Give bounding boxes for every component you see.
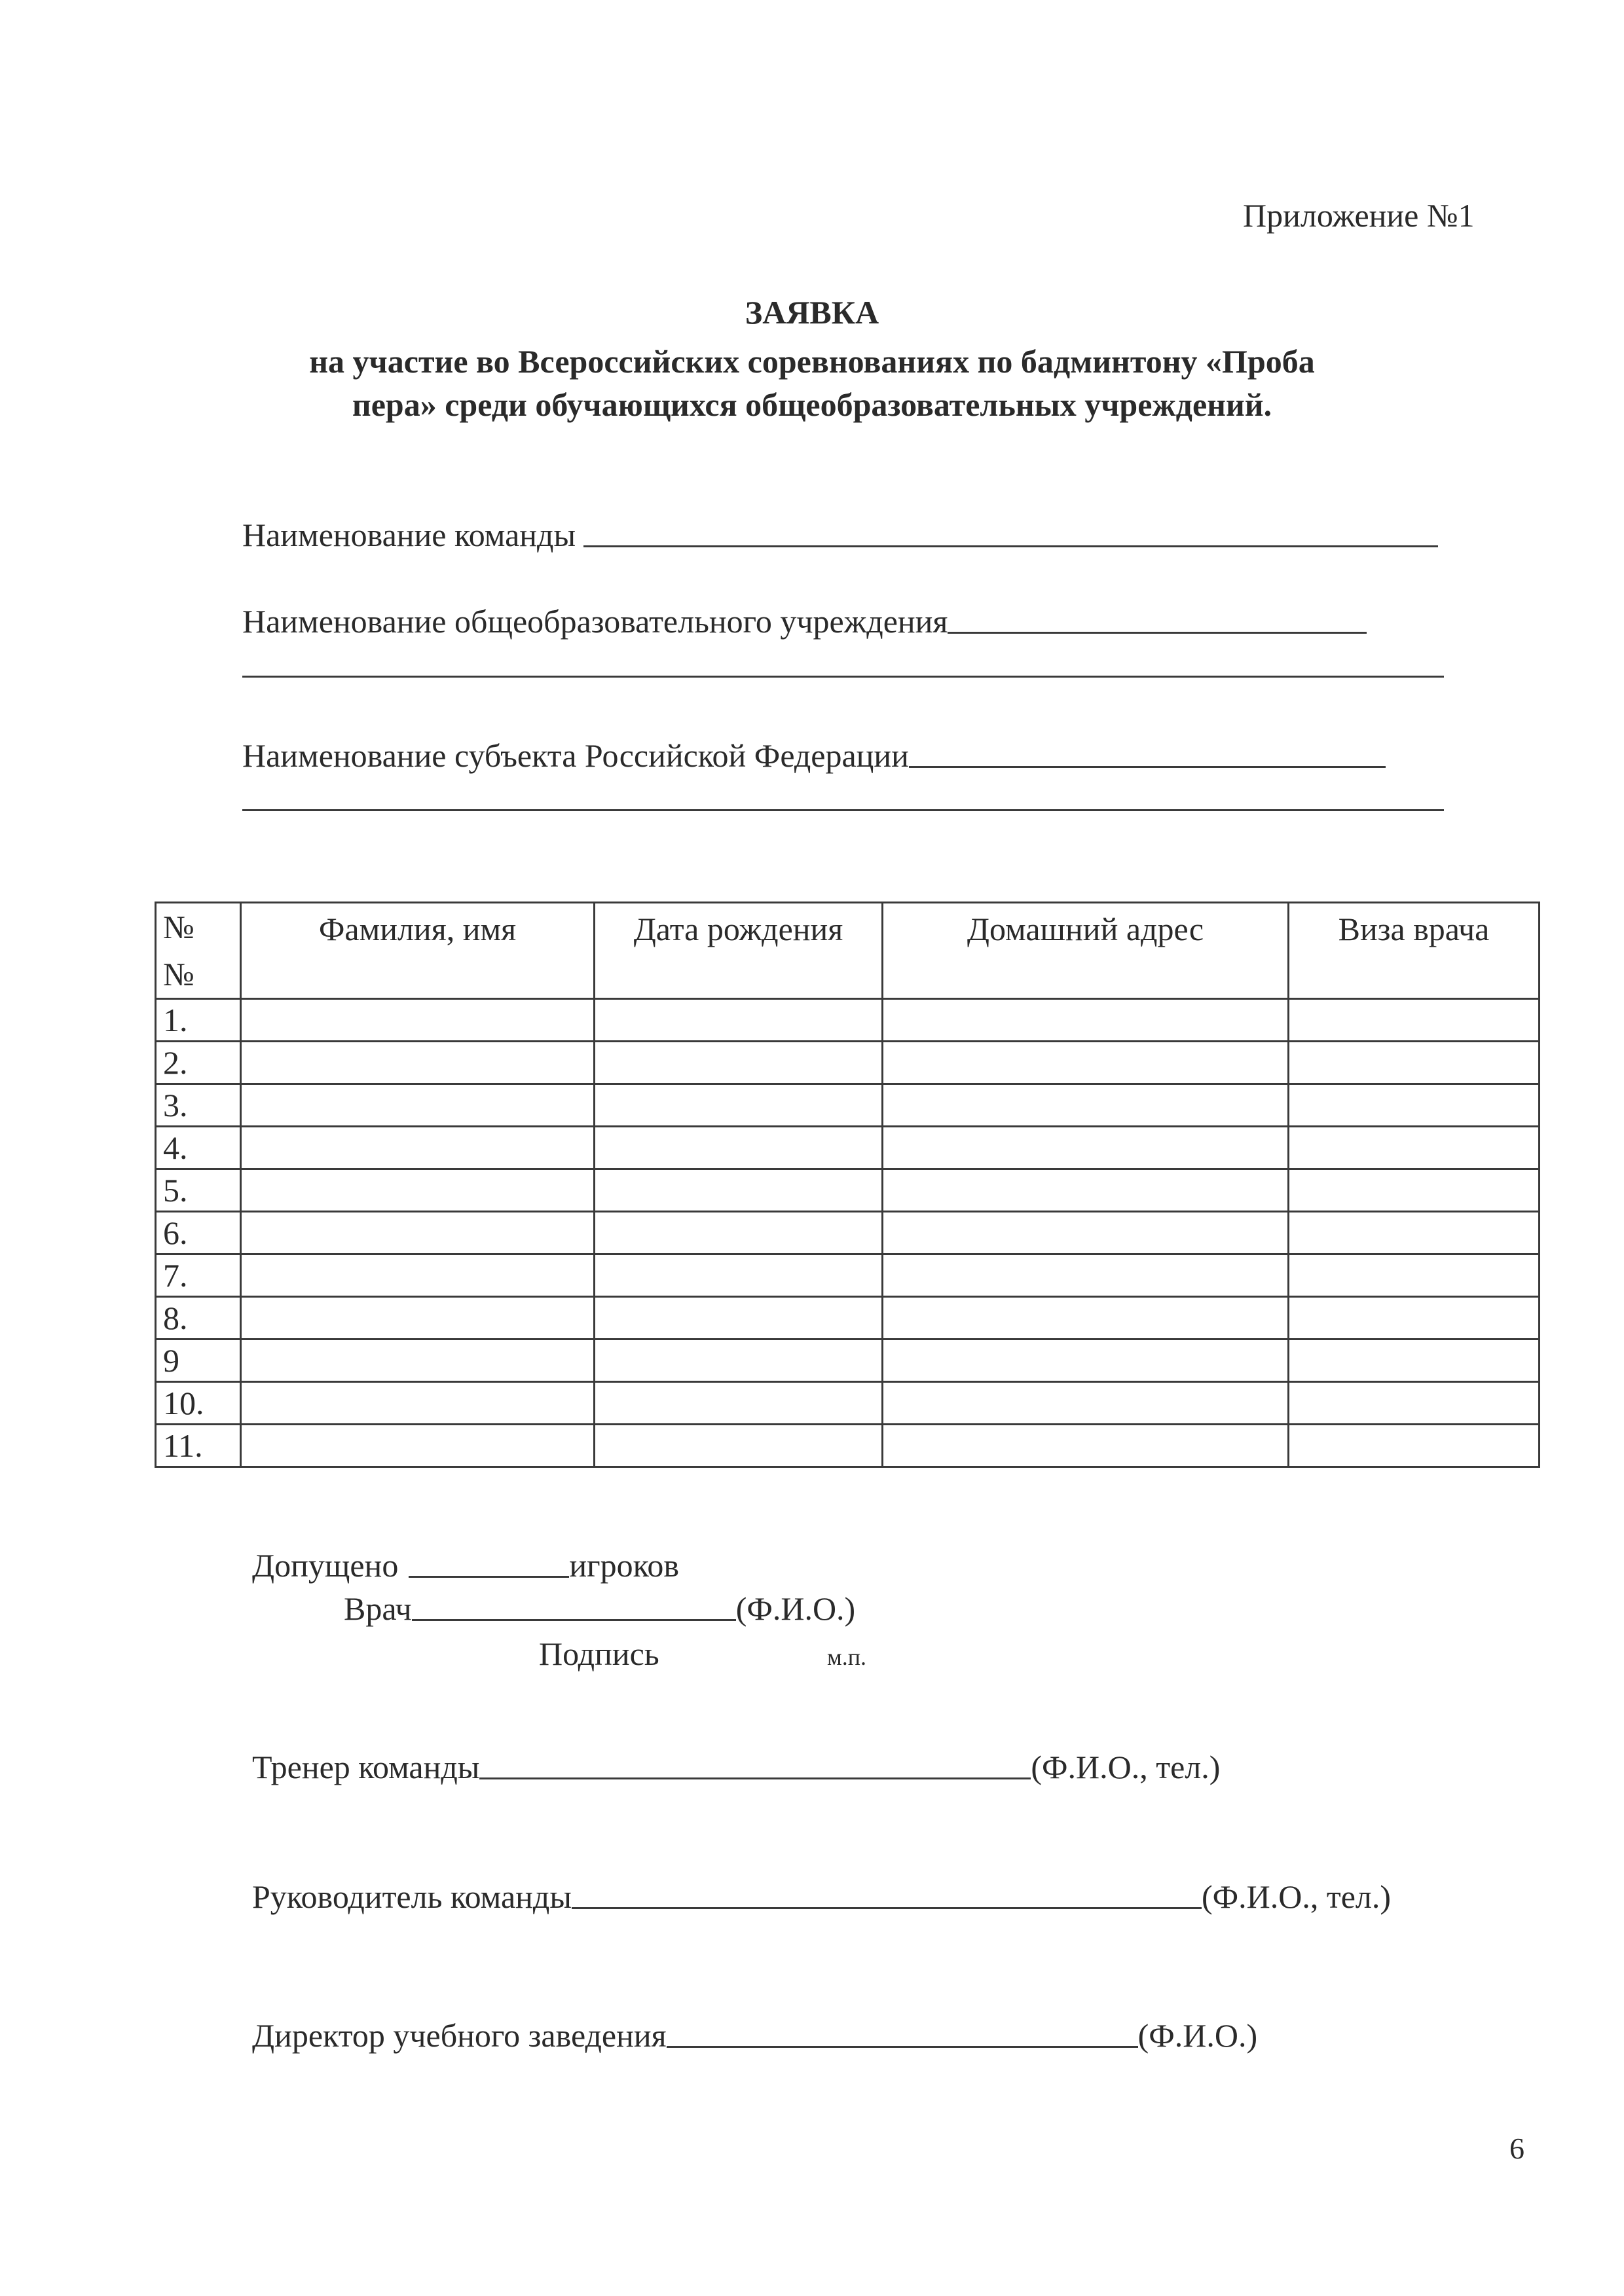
table-row bbox=[156, 1212, 1540, 1254]
row-visa-cell[interactable] bbox=[1289, 1042, 1540, 1084]
row-visa-cell[interactable] bbox=[1289, 1254, 1540, 1297]
row-number: 7. bbox=[156, 1254, 241, 1297]
leader-input-line[interactable] bbox=[572, 1901, 1202, 1909]
region-name-input-line-2[interactable] bbox=[242, 809, 1444, 811]
table-row bbox=[156, 1339, 1540, 1382]
row-number: 11. bbox=[156, 1425, 241, 1467]
row-visa-cell[interactable] bbox=[1289, 1084, 1540, 1127]
row-birth-date-cell[interactable] bbox=[595, 1084, 883, 1127]
row-number: 9 bbox=[156, 1339, 241, 1382]
row-number: 6. bbox=[156, 1212, 241, 1254]
admitted-field bbox=[252, 1546, 679, 1584]
row-address-cell[interactable] bbox=[883, 999, 1289, 1042]
document-subtitle-line-2: пера» среди обучающихся общеобразовательных учреждений. bbox=[352, 386, 1272, 423]
row-address-cell[interactable] bbox=[883, 1425, 1289, 1467]
row-visa-cell[interactable] bbox=[1289, 1382, 1540, 1425]
row-name-cell[interactable] bbox=[241, 1425, 595, 1467]
row-number: 4. bbox=[156, 1127, 241, 1169]
school-name-input-line[interactable] bbox=[948, 625, 1367, 634]
table-row bbox=[156, 1297, 1540, 1339]
appendix-label: Приложение №1 bbox=[1243, 197, 1475, 234]
document-subtitle-line-1: на участие во Всероссийских соревнованиях по бадминтону «Проба bbox=[309, 343, 1315, 380]
leader-label: Руководитель команды bbox=[252, 1878, 572, 1915]
director-field bbox=[252, 2016, 1257, 2054]
coach-field bbox=[252, 1748, 1220, 1786]
row-birth-date-cell[interactable] bbox=[595, 1339, 883, 1382]
document-title: ЗАЯВКА bbox=[745, 294, 879, 331]
row-number: 3. bbox=[156, 1084, 241, 1127]
row-birth-date-cell[interactable] bbox=[595, 1425, 883, 1467]
team-name-field bbox=[242, 516, 1438, 554]
header-name: Фамилия, имя bbox=[241, 903, 595, 999]
row-name-cell[interactable] bbox=[241, 1339, 595, 1382]
row-name-cell[interactable] bbox=[241, 1297, 595, 1339]
seal-label: м.п. bbox=[827, 1644, 867, 1670]
table-row bbox=[156, 1382, 1540, 1425]
team-name-input-line[interactable] bbox=[583, 539, 1438, 547]
row-number: 10. bbox=[156, 1382, 241, 1425]
doctor-field bbox=[344, 1590, 855, 1628]
header-number: № № bbox=[156, 903, 241, 999]
row-birth-date-cell[interactable] bbox=[595, 1212, 883, 1254]
coach-suffix: (Ф.И.О., тел.) bbox=[1031, 1749, 1221, 1785]
page-number: 6 bbox=[1509, 2132, 1524, 2165]
row-birth-date-cell[interactable] bbox=[595, 1042, 883, 1084]
row-birth-date-cell[interactable] bbox=[595, 1169, 883, 1212]
row-number: 8. bbox=[156, 1297, 241, 1339]
leader-field bbox=[252, 1878, 1391, 1916]
row-birth-date-cell[interactable] bbox=[595, 1382, 883, 1425]
admitted-count-input-line[interactable] bbox=[409, 1569, 569, 1578]
players-label: игроков bbox=[569, 1547, 679, 1584]
school-name-field bbox=[242, 602, 1367, 640]
row-number: 1. bbox=[156, 999, 241, 1042]
row-birth-date-cell[interactable] bbox=[595, 999, 883, 1042]
row-address-cell[interactable] bbox=[883, 1084, 1289, 1127]
row-visa-cell[interactable] bbox=[1289, 1425, 1540, 1467]
table-row bbox=[156, 1042, 1540, 1084]
row-address-cell[interactable] bbox=[883, 1382, 1289, 1425]
row-number: 2. bbox=[156, 1042, 241, 1084]
table-row bbox=[156, 1084, 1540, 1127]
header-doctor-visa: Виза врача bbox=[1289, 903, 1540, 999]
row-birth-date-cell[interactable] bbox=[595, 1127, 883, 1169]
row-address-cell[interactable] bbox=[883, 1042, 1289, 1084]
doctor-fio-label: (Ф.И.О.) bbox=[735, 1590, 856, 1627]
row-birth-date-cell[interactable] bbox=[595, 1297, 883, 1339]
doctor-name-input-line[interactable] bbox=[412, 1613, 736, 1621]
region-name-label: Наименование субъекта Российской Федерации bbox=[242, 737, 909, 774]
row-birth-date-cell[interactable] bbox=[595, 1254, 883, 1297]
region-name-input-line[interactable] bbox=[909, 759, 1386, 768]
doctor-label: Врач bbox=[344, 1590, 412, 1627]
table-header-row bbox=[156, 903, 1540, 999]
row-visa-cell[interactable] bbox=[1289, 1127, 1540, 1169]
signature-label: Подпись bbox=[539, 1635, 659, 1672]
row-visa-cell[interactable] bbox=[1289, 1169, 1540, 1212]
row-address-cell[interactable] bbox=[883, 1212, 1289, 1254]
director-label: Директор учебного заведения bbox=[252, 2017, 667, 2054]
director-input-line[interactable] bbox=[667, 2039, 1138, 2048]
table-row bbox=[156, 1127, 1540, 1169]
school-name-label: Наименование общеобразовательного учреждения bbox=[242, 603, 948, 640]
row-number: 5. bbox=[156, 1169, 241, 1212]
row-visa-cell[interactable] bbox=[1289, 999, 1540, 1042]
row-name-cell[interactable] bbox=[241, 1042, 595, 1084]
leader-suffix: (Ф.И.О., тел.) bbox=[1201, 1878, 1391, 1915]
row-name-cell[interactable] bbox=[241, 1254, 595, 1297]
row-name-cell[interactable] bbox=[241, 999, 595, 1042]
row-visa-cell[interactable] bbox=[1289, 1339, 1540, 1382]
header-birth-date: Дата рождения bbox=[595, 903, 883, 999]
row-name-cell[interactable] bbox=[241, 1382, 595, 1425]
row-address-cell[interactable] bbox=[883, 1127, 1289, 1169]
row-address-cell[interactable] bbox=[883, 1297, 1289, 1339]
row-address-cell[interactable] bbox=[883, 1339, 1289, 1382]
row-name-cell[interactable] bbox=[241, 1084, 595, 1127]
row-address-cell[interactable] bbox=[883, 1254, 1289, 1297]
table-row bbox=[156, 1169, 1540, 1212]
coach-label: Тренер команды bbox=[252, 1749, 480, 1785]
team-name-label: Наименование команды bbox=[242, 517, 576, 553]
director-suffix: (Ф.И.О.) bbox=[1137, 2017, 1258, 2054]
row-name-cell[interactable] bbox=[241, 1212, 595, 1254]
table-row bbox=[156, 1425, 1540, 1467]
header-address: Домашний адрес bbox=[883, 903, 1289, 999]
school-name-input-line-2[interactable] bbox=[242, 676, 1444, 678]
row-address-cell[interactable] bbox=[883, 1169, 1289, 1212]
row-name-cell[interactable] bbox=[241, 1127, 595, 1169]
coach-input-line[interactable] bbox=[479, 1771, 1031, 1779]
row-visa-cell[interactable] bbox=[1289, 1212, 1540, 1254]
table-row bbox=[156, 999, 1540, 1042]
region-name-field bbox=[242, 737, 1386, 774]
admitted-label: Допущено bbox=[252, 1547, 399, 1584]
row-visa-cell[interactable] bbox=[1289, 1297, 1540, 1339]
table-row bbox=[156, 1254, 1540, 1297]
participants-table bbox=[155, 902, 1540, 1468]
row-name-cell[interactable] bbox=[241, 1169, 595, 1212]
